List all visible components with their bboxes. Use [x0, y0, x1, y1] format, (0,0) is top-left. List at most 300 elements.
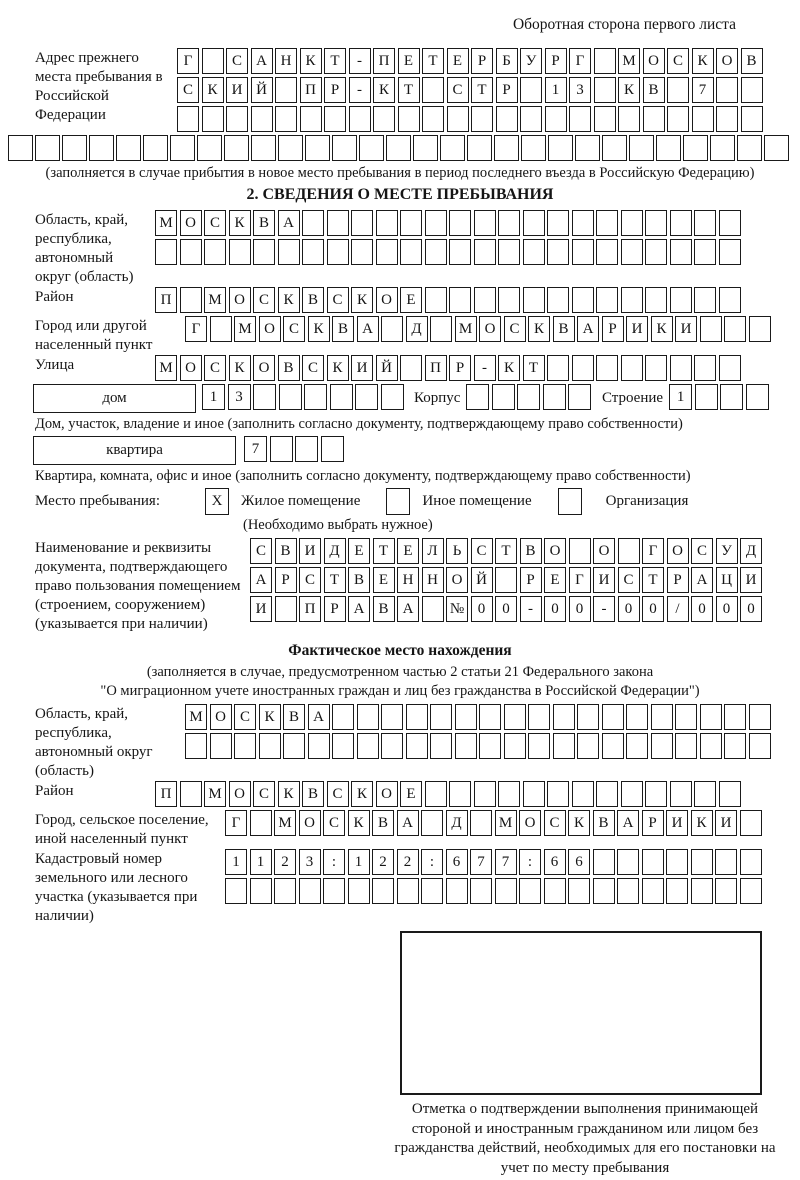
- char-cell[interactable]: [357, 704, 379, 730]
- char-cell[interactable]: [225, 878, 247, 904]
- char-cell[interactable]: А: [251, 48, 273, 74]
- char-cell[interactable]: [295, 436, 318, 462]
- char-cell[interactable]: С: [226, 48, 248, 74]
- char-cell[interactable]: -: [349, 77, 371, 103]
- char-cell[interactable]: О: [446, 567, 468, 593]
- char-cell[interactable]: И: [626, 316, 648, 342]
- char-cell[interactable]: [629, 135, 654, 161]
- char-cell[interactable]: [618, 106, 640, 132]
- char-cell[interactable]: [143, 135, 168, 161]
- char-cell[interactable]: [569, 106, 591, 132]
- char-cell[interactable]: 2: [372, 849, 394, 875]
- char-cell[interactable]: [406, 704, 428, 730]
- char-cell[interactable]: В: [373, 596, 395, 622]
- char-cell[interactable]: Г: [185, 316, 207, 342]
- char-cell[interactable]: Н: [397, 567, 419, 593]
- char-cell[interactable]: [695, 384, 718, 410]
- char-cell[interactable]: [596, 781, 618, 807]
- char-cell[interactable]: И: [226, 77, 248, 103]
- checkbox-organization[interactable]: [558, 488, 582, 515]
- char-cell[interactable]: 0: [544, 596, 566, 622]
- char-cell[interactable]: С: [544, 810, 566, 836]
- char-cell[interactable]: Б: [496, 48, 518, 74]
- char-cell[interactable]: [645, 287, 667, 313]
- char-cell[interactable]: М: [204, 287, 226, 313]
- char-cell[interactable]: Р: [471, 48, 493, 74]
- char-cell[interactable]: И: [351, 355, 373, 381]
- char-cell[interactable]: [251, 106, 273, 132]
- char-cell[interactable]: [528, 704, 550, 730]
- char-cell[interactable]: 7: [495, 849, 517, 875]
- char-cell[interactable]: [278, 239, 300, 265]
- char-cell[interactable]: [645, 355, 667, 381]
- char-cell[interactable]: [544, 878, 566, 904]
- char-cell[interactable]: П: [299, 596, 321, 622]
- char-cell[interactable]: [593, 849, 615, 875]
- char-cell[interactable]: [575, 135, 600, 161]
- char-cell[interactable]: [357, 733, 379, 759]
- char-cell[interactable]: [381, 316, 403, 342]
- char-cell[interactable]: И: [675, 316, 697, 342]
- char-cell[interactable]: [675, 704, 697, 730]
- char-cell[interactable]: С: [299, 567, 321, 593]
- char-cell[interactable]: [547, 210, 569, 236]
- char-cell[interactable]: К: [351, 781, 373, 807]
- char-cell[interactable]: [670, 287, 692, 313]
- char-cell[interactable]: [467, 135, 492, 161]
- char-cell[interactable]: [651, 733, 673, 759]
- char-cell[interactable]: [523, 239, 545, 265]
- char-cell[interactable]: [724, 316, 746, 342]
- char-cell[interactable]: [400, 239, 422, 265]
- char-cell[interactable]: [470, 810, 492, 836]
- char-cell[interactable]: С: [323, 810, 345, 836]
- char-cell[interactable]: В: [302, 781, 324, 807]
- char-cell[interactable]: В: [520, 538, 542, 564]
- char-cell[interactable]: [596, 287, 618, 313]
- char-cell[interactable]: [618, 538, 640, 564]
- char-cell[interactable]: 0: [740, 596, 762, 622]
- char-cell[interactable]: А: [357, 316, 379, 342]
- char-cell[interactable]: А: [250, 567, 272, 593]
- char-cell[interactable]: [498, 239, 520, 265]
- char-cell[interactable]: [656, 135, 681, 161]
- char-cell[interactable]: [694, 355, 716, 381]
- char-cell[interactable]: М: [618, 48, 640, 74]
- char-cell[interactable]: [430, 316, 452, 342]
- char-cell[interactable]: [381, 384, 404, 410]
- char-cell[interactable]: Л: [422, 538, 444, 564]
- char-cell[interactable]: [425, 210, 447, 236]
- char-cell[interactable]: [692, 106, 714, 132]
- char-cell[interactable]: [626, 704, 648, 730]
- char-cell[interactable]: [547, 355, 569, 381]
- char-cell[interactable]: [400, 210, 422, 236]
- char-cell[interactable]: [449, 287, 471, 313]
- char-cell[interactable]: В: [348, 567, 370, 593]
- char-cell[interactable]: О: [519, 810, 541, 836]
- char-cell[interactable]: К: [229, 210, 251, 236]
- char-cell[interactable]: [492, 384, 515, 410]
- char-cell[interactable]: [720, 384, 743, 410]
- char-cell[interactable]: Е: [400, 781, 422, 807]
- char-cell[interactable]: Р: [520, 567, 542, 593]
- char-cell[interactable]: [381, 733, 403, 759]
- char-cell[interactable]: [543, 384, 566, 410]
- char-cell[interactable]: [299, 878, 321, 904]
- char-cell[interactable]: А: [308, 704, 330, 730]
- char-cell[interactable]: [330, 384, 353, 410]
- char-cell[interactable]: [694, 239, 716, 265]
- char-cell[interactable]: П: [300, 77, 322, 103]
- char-cell[interactable]: [596, 210, 618, 236]
- char-cell[interactable]: М: [155, 355, 177, 381]
- char-cell[interactable]: 0: [691, 596, 713, 622]
- char-cell[interactable]: [274, 878, 296, 904]
- char-cell[interactable]: К: [259, 704, 281, 730]
- char-cell[interactable]: [651, 704, 673, 730]
- char-cell[interactable]: :: [421, 849, 443, 875]
- char-cell[interactable]: [348, 878, 370, 904]
- char-cell[interactable]: [642, 849, 664, 875]
- char-cell[interactable]: О: [253, 355, 275, 381]
- char-cell[interactable]: К: [278, 781, 300, 807]
- char-cell[interactable]: [572, 355, 594, 381]
- char-cell[interactable]: В: [593, 810, 615, 836]
- char-cell[interactable]: [519, 878, 541, 904]
- char-cell[interactable]: [675, 733, 697, 759]
- char-cell[interactable]: [421, 810, 443, 836]
- char-cell[interactable]: Г: [225, 810, 247, 836]
- char-cell[interactable]: [719, 781, 741, 807]
- char-cell[interactable]: [749, 316, 771, 342]
- char-cell[interactable]: [430, 733, 452, 759]
- char-cell[interactable]: [455, 704, 477, 730]
- char-cell[interactable]: [577, 704, 599, 730]
- char-cell[interactable]: [332, 733, 354, 759]
- char-cell[interactable]: [724, 733, 746, 759]
- char-cell[interactable]: [746, 384, 769, 410]
- char-cell[interactable]: [741, 106, 763, 132]
- char-cell[interactable]: Е: [373, 567, 395, 593]
- char-cell[interactable]: [670, 355, 692, 381]
- char-cell[interactable]: Ц: [716, 567, 738, 593]
- char-cell[interactable]: [737, 135, 762, 161]
- char-cell[interactable]: К: [348, 810, 370, 836]
- char-cell[interactable]: [466, 384, 489, 410]
- char-cell[interactable]: [700, 733, 722, 759]
- char-cell[interactable]: [355, 384, 378, 410]
- char-cell[interactable]: 6: [446, 849, 468, 875]
- char-cell[interactable]: [474, 287, 496, 313]
- char-cell[interactable]: [422, 596, 444, 622]
- char-cell[interactable]: К: [651, 316, 673, 342]
- char-cell[interactable]: [517, 384, 540, 410]
- char-cell[interactable]: [596, 355, 618, 381]
- char-cell[interactable]: [210, 316, 232, 342]
- char-cell[interactable]: [548, 135, 573, 161]
- char-cell[interactable]: [617, 849, 639, 875]
- char-cell[interactable]: [226, 106, 248, 132]
- char-cell[interactable]: О: [299, 810, 321, 836]
- char-cell[interactable]: [495, 567, 517, 593]
- char-cell[interactable]: М: [234, 316, 256, 342]
- char-cell[interactable]: Т: [495, 538, 517, 564]
- char-cell[interactable]: [250, 878, 272, 904]
- char-cell[interactable]: О: [544, 538, 566, 564]
- char-cell[interactable]: [474, 781, 496, 807]
- char-cell[interactable]: Р: [324, 596, 346, 622]
- char-cell[interactable]: Т: [373, 538, 395, 564]
- char-cell[interactable]: [494, 135, 519, 161]
- char-cell[interactable]: О: [259, 316, 281, 342]
- char-cell[interactable]: [62, 135, 87, 161]
- char-cell[interactable]: [351, 239, 373, 265]
- char-cell[interactable]: 1: [669, 384, 692, 410]
- char-cell[interactable]: 3: [569, 77, 591, 103]
- char-cell[interactable]: [308, 733, 330, 759]
- char-cell[interactable]: [602, 135, 627, 161]
- char-cell[interactable]: [279, 384, 302, 410]
- char-cell[interactable]: К: [568, 810, 590, 836]
- char-cell[interactable]: [386, 135, 411, 161]
- char-cell[interactable]: :: [323, 849, 345, 875]
- char-cell[interactable]: С: [471, 538, 493, 564]
- char-cell[interactable]: [719, 239, 741, 265]
- char-cell[interactable]: Е: [447, 48, 469, 74]
- char-cell[interactable]: В: [302, 287, 324, 313]
- char-cell[interactable]: [749, 733, 771, 759]
- char-cell[interactable]: 6: [544, 849, 566, 875]
- char-cell[interactable]: [694, 287, 716, 313]
- char-cell[interactable]: [764, 135, 789, 161]
- char-cell[interactable]: [359, 135, 384, 161]
- char-cell[interactable]: [422, 106, 444, 132]
- char-cell[interactable]: Г: [642, 538, 664, 564]
- char-cell[interactable]: [568, 384, 591, 410]
- char-cell[interactable]: А: [397, 810, 419, 836]
- char-cell[interactable]: 6: [568, 849, 590, 875]
- char-cell[interactable]: С: [253, 781, 275, 807]
- char-cell[interactable]: [300, 106, 322, 132]
- char-cell[interactable]: [740, 878, 762, 904]
- char-cell[interactable]: [327, 210, 349, 236]
- char-cell[interactable]: [479, 733, 501, 759]
- char-cell[interactable]: [283, 733, 305, 759]
- char-cell[interactable]: О: [716, 48, 738, 74]
- char-cell[interactable]: [520, 106, 542, 132]
- char-cell[interactable]: [523, 781, 545, 807]
- char-cell[interactable]: Е: [544, 567, 566, 593]
- char-cell[interactable]: [204, 239, 226, 265]
- char-cell[interactable]: [376, 239, 398, 265]
- char-cell[interactable]: [547, 287, 569, 313]
- char-cell[interactable]: /: [667, 596, 689, 622]
- char-cell[interactable]: С: [447, 77, 469, 103]
- char-cell[interactable]: -: [349, 48, 371, 74]
- checkbox-other-premises[interactable]: [386, 488, 410, 515]
- char-cell[interactable]: 0: [495, 596, 517, 622]
- char-cell[interactable]: [719, 210, 741, 236]
- char-cell[interactable]: К: [278, 287, 300, 313]
- char-cell[interactable]: К: [528, 316, 550, 342]
- char-cell[interactable]: Г: [569, 567, 591, 593]
- char-cell[interactable]: С: [618, 567, 640, 593]
- char-cell[interactable]: [498, 210, 520, 236]
- char-cell[interactable]: Т: [523, 355, 545, 381]
- char-cell[interactable]: [572, 210, 594, 236]
- char-cell[interactable]: П: [155, 781, 177, 807]
- char-cell[interactable]: [667, 106, 689, 132]
- char-cell[interactable]: И: [299, 538, 321, 564]
- char-cell[interactable]: [724, 704, 746, 730]
- char-cell[interactable]: С: [177, 77, 199, 103]
- char-cell[interactable]: [691, 878, 713, 904]
- char-cell[interactable]: О: [180, 210, 202, 236]
- char-cell[interactable]: [749, 704, 771, 730]
- char-cell[interactable]: К: [373, 77, 395, 103]
- char-cell[interactable]: Д: [324, 538, 346, 564]
- char-cell[interactable]: [495, 878, 517, 904]
- char-cell[interactable]: С: [204, 210, 226, 236]
- char-cell[interactable]: [496, 106, 518, 132]
- char-cell[interactable]: [304, 384, 327, 410]
- char-cell[interactable]: [716, 106, 738, 132]
- char-cell[interactable]: С: [302, 355, 324, 381]
- char-cell[interactable]: С: [327, 287, 349, 313]
- char-cell[interactable]: О: [667, 538, 689, 564]
- char-cell[interactable]: [250, 810, 272, 836]
- char-cell[interactable]: 1: [225, 849, 247, 875]
- char-cell[interactable]: О: [180, 355, 202, 381]
- char-cell[interactable]: [425, 781, 447, 807]
- char-cell[interactable]: [35, 135, 60, 161]
- char-cell[interactable]: [621, 287, 643, 313]
- char-cell[interactable]: [413, 135, 438, 161]
- char-cell[interactable]: [670, 210, 692, 236]
- char-cell[interactable]: И: [250, 596, 272, 622]
- char-cell[interactable]: [180, 781, 202, 807]
- char-cell[interactable]: [155, 239, 177, 265]
- char-cell[interactable]: [715, 849, 737, 875]
- char-cell[interactable]: М: [274, 810, 296, 836]
- char-cell[interactable]: [593, 878, 615, 904]
- char-cell[interactable]: -: [520, 596, 542, 622]
- char-cell[interactable]: 2: [274, 849, 296, 875]
- char-cell[interactable]: Ь: [446, 538, 468, 564]
- char-cell[interactable]: М: [204, 781, 226, 807]
- char-cell[interactable]: [253, 384, 276, 410]
- char-cell[interactable]: 1: [545, 77, 567, 103]
- char-cell[interactable]: [305, 135, 330, 161]
- char-cell[interactable]: С: [204, 355, 226, 381]
- char-cell[interactable]: К: [202, 77, 224, 103]
- char-cell[interactable]: [373, 106, 395, 132]
- char-cell[interactable]: П: [155, 287, 177, 313]
- char-cell[interactable]: [547, 239, 569, 265]
- char-cell[interactable]: К: [308, 316, 330, 342]
- char-cell[interactable]: Г: [569, 48, 591, 74]
- char-cell[interactable]: О: [376, 287, 398, 313]
- char-cell[interactable]: [170, 135, 195, 161]
- char-cell[interactable]: 0: [618, 596, 640, 622]
- char-cell[interactable]: [694, 781, 716, 807]
- char-cell[interactable]: [719, 287, 741, 313]
- char-cell[interactable]: [545, 106, 567, 132]
- char-cell[interactable]: 3: [299, 849, 321, 875]
- char-cell[interactable]: [553, 733, 575, 759]
- char-cell[interactable]: В: [253, 210, 275, 236]
- char-cell[interactable]: [449, 239, 471, 265]
- char-cell[interactable]: [470, 878, 492, 904]
- char-cell[interactable]: [666, 878, 688, 904]
- char-cell[interactable]: [710, 135, 735, 161]
- char-cell[interactable]: [479, 704, 501, 730]
- char-cell[interactable]: [270, 436, 293, 462]
- char-cell[interactable]: Т: [324, 567, 346, 593]
- char-cell[interactable]: [275, 106, 297, 132]
- char-cell[interactable]: М: [455, 316, 477, 342]
- char-cell[interactable]: [716, 77, 738, 103]
- char-cell[interactable]: [185, 733, 207, 759]
- char-cell[interactable]: [116, 135, 141, 161]
- char-cell[interactable]: В: [275, 538, 297, 564]
- char-cell[interactable]: [740, 810, 762, 836]
- char-cell[interactable]: Р: [275, 567, 297, 593]
- char-cell[interactable]: Д: [446, 810, 468, 836]
- char-cell[interactable]: С: [667, 48, 689, 74]
- char-cell[interactable]: [670, 781, 692, 807]
- char-cell[interactable]: Т: [422, 48, 444, 74]
- char-cell[interactable]: [667, 77, 689, 103]
- char-cell[interactable]: С: [504, 316, 526, 342]
- char-cell[interactable]: О: [229, 781, 251, 807]
- char-cell[interactable]: [645, 210, 667, 236]
- char-cell[interactable]: Т: [642, 567, 664, 593]
- char-cell[interactable]: :: [519, 849, 541, 875]
- char-cell[interactable]: Р: [496, 77, 518, 103]
- char-cell[interactable]: [332, 135, 357, 161]
- char-cell[interactable]: [596, 239, 618, 265]
- char-cell[interactable]: [474, 239, 496, 265]
- char-cell[interactable]: 0: [642, 596, 664, 622]
- char-cell[interactable]: П: [425, 355, 447, 381]
- char-cell[interactable]: О: [210, 704, 232, 730]
- char-cell[interactable]: Г: [177, 48, 199, 74]
- char-cell[interactable]: Й: [251, 77, 273, 103]
- char-cell[interactable]: [397, 878, 419, 904]
- char-cell[interactable]: С: [283, 316, 305, 342]
- char-cell[interactable]: 0: [569, 596, 591, 622]
- char-cell[interactable]: 0: [471, 596, 493, 622]
- char-cell[interactable]: К: [300, 48, 322, 74]
- char-cell[interactable]: [594, 106, 616, 132]
- char-cell[interactable]: [224, 135, 249, 161]
- char-cell[interactable]: В: [278, 355, 300, 381]
- char-cell[interactable]: [621, 355, 643, 381]
- char-cell[interactable]: [626, 733, 648, 759]
- char-cell[interactable]: Т: [398, 77, 420, 103]
- char-cell[interactable]: М: [495, 810, 517, 836]
- char-cell[interactable]: [715, 878, 737, 904]
- char-cell[interactable]: А: [348, 596, 370, 622]
- char-cell[interactable]: [253, 239, 275, 265]
- char-cell[interactable]: [8, 135, 33, 161]
- char-cell[interactable]: У: [716, 538, 738, 564]
- char-cell[interactable]: М: [155, 210, 177, 236]
- char-cell[interactable]: [643, 106, 665, 132]
- char-cell[interactable]: [425, 239, 447, 265]
